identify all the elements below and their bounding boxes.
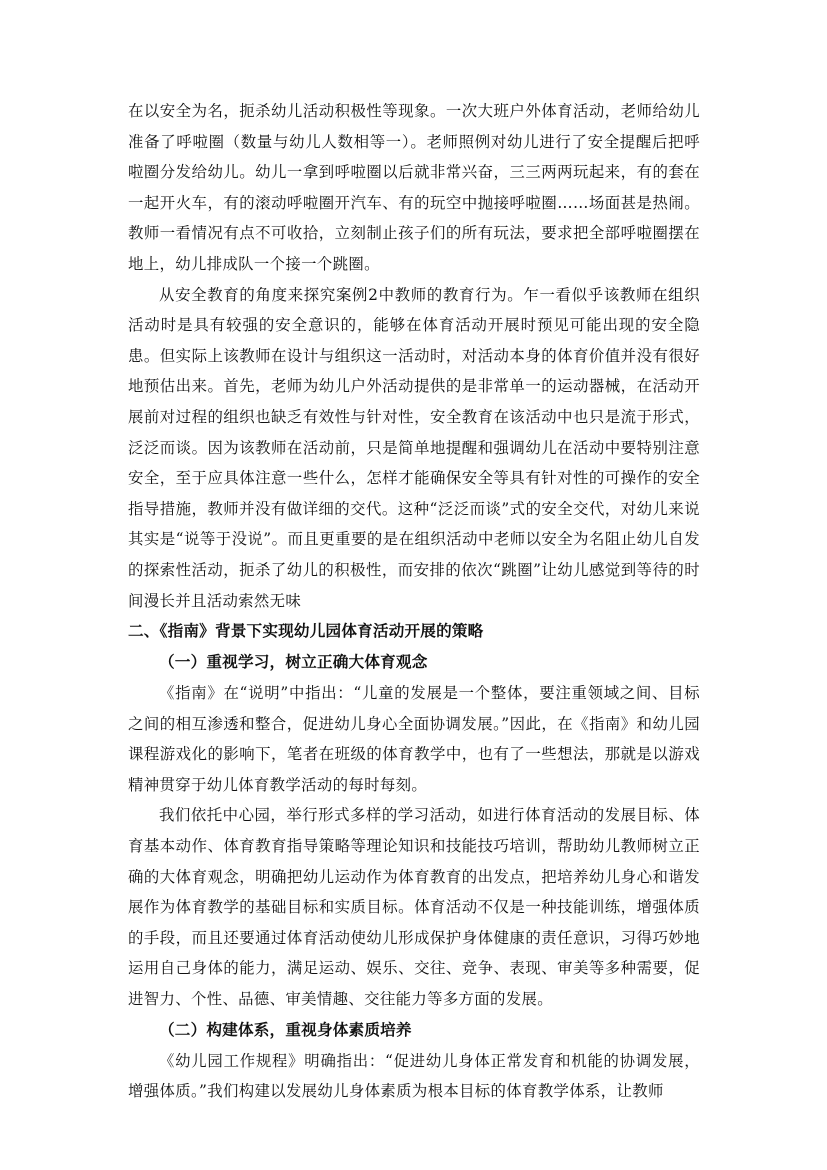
subsection-heading: （一）重视学习，树立正确大体育观念 — [159, 653, 428, 672]
body-paragraph: 在以安全为名，扼杀幼儿活动积极性等现象。一次大班户外体育活动，老师给幼儿准备了呼啦圈（数量与幼儿人数相等一）。老师照例对幼儿进行了安全提醒后把呼啦圈分发给幼儿。幼儿一拿到呼啦圈以后就非常兴奋，三三两两玩起来，有的套在一起开火车，有的滚动呼啦圈开汽车、有的玩空中抛接呼啦圈……场面甚是热闹。教师一看情况有点不可收拾，立刻制止孩子们的所有玩法，要求把全部呼啦圈摆在地上，幼儿排成队一个接一个跳圈。 — [128, 102, 700, 273]
subsection-heading: （二）构建体系，重视身体素质培养 — [159, 1020, 412, 1039]
body-paragraph: 《幼儿园工作规程》明确指出：“促进幼儿身体正常发育和机能的协调发展，增强体质。”我们构建以发展幼儿身体素质为根本目标的体育教学体系，让教师 — [128, 1051, 700, 1101]
body-paragraph: 《指南》在“说明”中指出：“儿童的发展是一个整体，要注重领域之间、目标之间的相互渗透和整合，促进幼儿身心全面协调发展。”因此，在《指南》和幼儿园课程游戏化的影响下，笔者在班级的体育教学中，也有了一些想法，那就是以游戏精神贯穿于幼儿体育教学活动的每时每刻。 — [128, 684, 700, 794]
section-heading: 二、《指南》背景下实现幼儿园体育活动开展的策略 — [128, 622, 484, 641]
body-paragraph: 从安全教育的角度来探究案例2中教师的教育行为。乍一看似乎该教师在组织活动时是具有较强的安全意识的，能够在体育活动开展时预见可能出现的安全隐患。但实际上该教师在设计与组织这一活动时，对活动本身的体育价值并没有很好地预估出来。首先，老师为幼儿户外活动提供的是非常单一的运动器械，在活动开展前对过程的组织也缺乏有效性与针对性，安全教育在该活动中也只是流于形式，泛泛而谈。因为该教师在活动前，只是简单地提醒和强调幼儿在活动中要特别注意安全，至于应具体注意一些什么，怎样才能确保安全等具有针对性的可操作的安全指导措施，教师并没有做详细的交代。这种“泛泛而谈”式的安全交代，对幼儿来说其实是“说等于没说”。而且更重要的是在组织活动中老师以安全为名阻止幼儿自发的探索性活动，扼杀了幼儿的积极性，而安排的依次“跳圈”让幼儿感觉到等待的时间漫长并且活动索然无味 — [128, 285, 700, 610]
document-page — [128, 96, 700, 1107]
body-paragraph: 我们依托中心园，举行形式多样的学习活动，如进行体育活动的发展目标、体育基本动作、体育教育指导策略等理论知识和技能技巧培训，帮助幼儿教师树立正确的大体育观念，明确把幼儿运动作为体育教育的出发点，把培养幼儿身心和谐发展作为体育教学的基础目标和实质目标。体育活动不仅是一种技能训练，增强体质的手段，而且还要通过体育活动使幼儿形成保护身体健康的责任意识，习得巧妙地运用自己身体的能力，满足运动、娱乐、交往、竞争、表现、审美等多种需要，促进智力、个性、品德、审美情趣、交往能力等多方面的发展。 — [128, 806, 700, 1009]
